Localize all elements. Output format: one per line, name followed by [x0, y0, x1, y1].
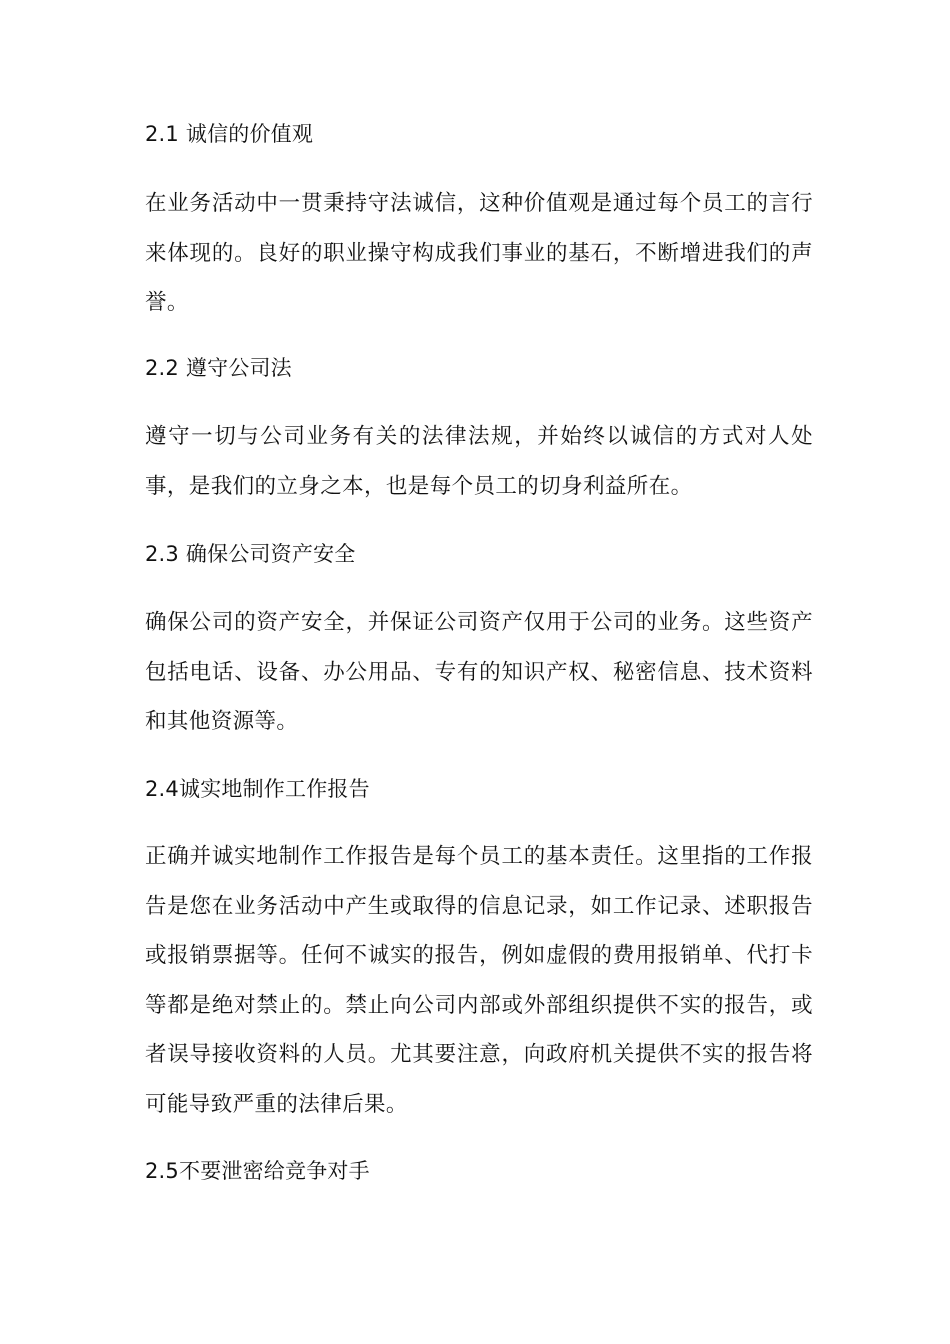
body-line: 告是您在业务活动中产生或取得的信息记录，如工作记录、述职报告	[145, 893, 813, 919]
section-body-2-2	[145, 412, 813, 511]
body-line: 誉。	[145, 290, 189, 315]
body-line: 正确并诚实地制作工作报告是每个员工的基本责任。这里指的工作报	[145, 844, 813, 869]
body-line: 包括电话、设备、办公用品、专有的知识产权、秘密信息、技术资料	[145, 659, 813, 685]
section-heading-2-2: 2.2 遵守公司法	[145, 356, 292, 380]
body-line: 者误导接收资料的人员。尤其要注意，向政府机关提供不实的报告将	[145, 1042, 813, 1067]
section-heading-2-5: 2.5不要泄密给竞争对手	[145, 1159, 370, 1183]
body-line: 可能导致严重的法律后果。	[145, 1091, 408, 1117]
body-line: 或报销票据等。任何不诚实的报告，例如虚假的费用报销单、代打卡	[145, 943, 813, 968]
body-line: 事，是我们的立身之本，也是每个员工的切身利益所在。	[145, 473, 693, 499]
body-line: 来体现的。良好的职业操守构成我们事业的基石，不断增进我们的声	[145, 240, 813, 266]
body-line: 遵守一切与公司业务有关的法律法规，并始终以诚信的方式对人处	[145, 424, 813, 449]
body-line: 等都是绝对禁止的。禁止向公司内部或外部组织提供不实的报告，或	[145, 992, 813, 1018]
body-line: 在业务活动中一贯秉持守法诚信，这种价值观是通过每个员工的言行	[145, 191, 813, 216]
section-body-2-3	[145, 598, 813, 747]
body-line: 和其他资源等。	[145, 709, 299, 734]
section-body-2-1	[145, 179, 813, 328]
section-body-2-4	[145, 832, 813, 1129]
section-heading-2-3: 2.3 确保公司资产安全	[145, 542, 356, 566]
section-heading-2-1: 2.1 诚信的价值观	[145, 122, 314, 146]
body-line: 确保公司的资产安全，并保证公司资产仅用于公司的业务。这些资产	[145, 610, 813, 635]
section-heading-2-4: 2.4诚实地制作工作报告	[145, 777, 370, 801]
